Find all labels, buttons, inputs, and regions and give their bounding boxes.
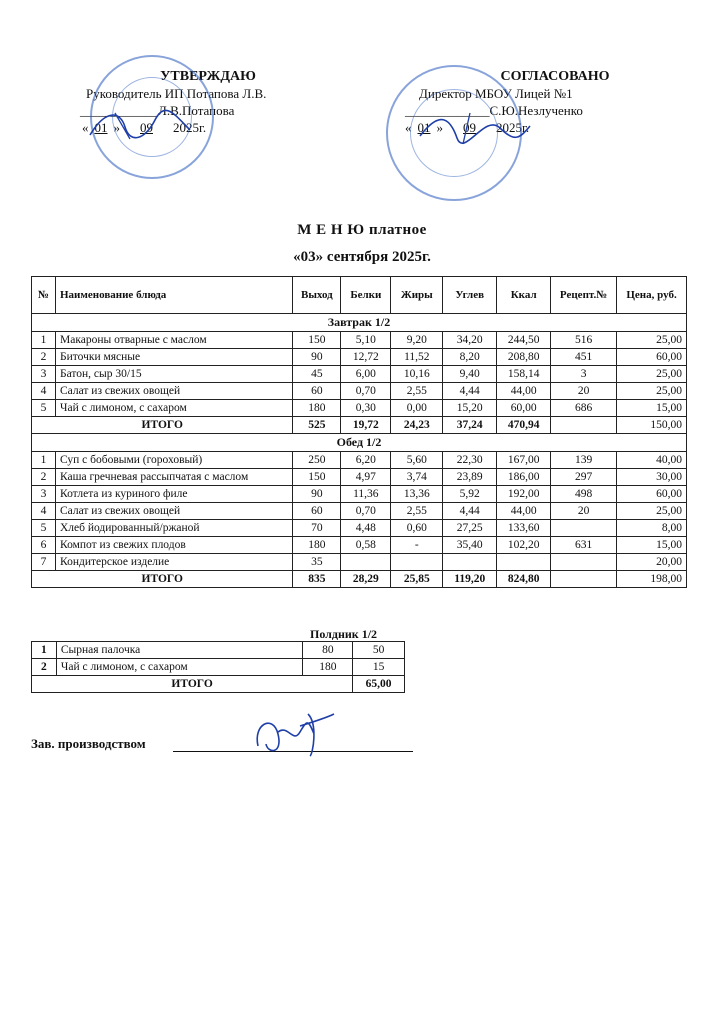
table-cell: Чай с лимоном, с сахаром (55, 400, 292, 417)
table-cell: 119,20 (443, 571, 497, 588)
table-cell: 22,30 (443, 452, 497, 469)
table-cell: Хлеб йодированный/ржаной (55, 520, 292, 537)
table-cell: 11,36 (341, 486, 391, 503)
table-cell: 28,29 (341, 571, 391, 588)
table-cell: 150 (293, 469, 341, 486)
table-cell: 180 (303, 659, 353, 676)
table-cell: 0,00 (391, 400, 443, 417)
table-cell: 4,44 (443, 383, 497, 400)
table-cell: 15,00 (617, 537, 687, 554)
table-cell: 25,00 (617, 503, 687, 520)
table-cell: 208,80 (497, 349, 551, 366)
table-cell: 158,14 (497, 366, 551, 383)
table-cell: 25,00 (617, 332, 687, 349)
table-cell: 498 (551, 486, 617, 503)
approval-title: УТВЕРЖДАЮ (160, 69, 256, 84)
snack-table (31, 641, 405, 693)
table-cell: 516 (551, 332, 617, 349)
table-cell: Салат из свежих овощей (55, 383, 292, 400)
table-cell: 2 (32, 659, 57, 676)
table-cell: 60 (293, 383, 341, 400)
agreer-signature-line: _____________С.Ю.Незлученко (405, 103, 583, 118)
table-row (32, 642, 405, 659)
table-row (32, 659, 405, 676)
table-cell: 9,20 (391, 332, 443, 349)
table-cell: Макароны отварные с маслом (55, 332, 292, 349)
table-cell: 102,20 (497, 537, 551, 554)
total-row (32, 676, 405, 693)
table-cell: 3,74 (391, 469, 443, 486)
table-cell: 20,00 (617, 554, 687, 571)
table-cell: 7 (32, 554, 56, 571)
section-row (32, 434, 687, 452)
header-cell: Выход (293, 277, 341, 314)
table-cell: ИТОГО (32, 417, 293, 434)
table-cell: 150 (293, 332, 341, 349)
table-cell: 8,00 (617, 520, 687, 537)
table-cell: 186,00 (497, 469, 551, 486)
table-row (32, 469, 687, 486)
table-cell: 824,80 (497, 571, 551, 588)
table-cell: 0,70 (341, 383, 391, 400)
table-row (32, 554, 687, 571)
table-cell: 167,00 (497, 452, 551, 469)
table-cell: 25,85 (391, 571, 443, 588)
table-cell: 133,60 (497, 520, 551, 537)
table-row (32, 520, 687, 537)
header-cell: Наименование блюда (55, 277, 292, 314)
table-cell: 27,25 (443, 520, 497, 537)
table-cell: 45 (293, 366, 341, 383)
table-cell: 4,48 (341, 520, 391, 537)
table-cell: 60,00 (617, 349, 687, 366)
table-row (32, 349, 687, 366)
table-row (32, 486, 687, 503)
table-cell: 835 (293, 571, 341, 588)
table-cell: ИТОГО (32, 676, 353, 693)
table-cell: 6,00 (341, 366, 391, 383)
footer-label: Зав. производством (31, 736, 146, 751)
table-row (32, 400, 687, 417)
table-cell (551, 554, 617, 571)
table-cell: Кондитерское изделие (55, 554, 292, 571)
table-cell: 244,50 (497, 332, 551, 349)
table-cell: 4,97 (341, 469, 391, 486)
table-cell: 30,00 (617, 469, 687, 486)
section-title: Обед 1/2 (32, 434, 687, 452)
table-cell: 90 (293, 349, 341, 366)
table-cell (341, 554, 391, 571)
table-cell: 20 (551, 383, 617, 400)
menu-date: «03» сентября 2025г. (293, 249, 431, 265)
table-cell: 631 (551, 537, 617, 554)
table-cell: 180 (293, 537, 341, 554)
table-cell: 15,00 (617, 400, 687, 417)
table-cell (551, 417, 617, 434)
section-title: Завтрак 1/2 (32, 314, 687, 332)
table-cell: 8,20 (443, 349, 497, 366)
table-cell: 0,30 (341, 400, 391, 417)
table-cell: Чай с лимоном, с сахаром (56, 659, 303, 676)
table-row (32, 383, 687, 400)
table-cell: 34,20 (443, 332, 497, 349)
table-cell: 90 (293, 486, 341, 503)
table-header (32, 277, 687, 314)
table-cell: 4 (32, 383, 56, 400)
table-cell: 3 (551, 366, 617, 383)
table-cell: 5,92 (443, 486, 497, 503)
table-cell: 13,36 (391, 486, 443, 503)
table-cell: 60,00 (497, 400, 551, 417)
table-row (32, 452, 687, 469)
table-cell: 0,58 (341, 537, 391, 554)
table-cell: 1 (32, 452, 56, 469)
menu-table (31, 276, 687, 588)
table-cell: 150,00 (617, 417, 687, 434)
table-cell: 25,00 (617, 366, 687, 383)
table-cell: 451 (551, 349, 617, 366)
table-cell: 250 (293, 452, 341, 469)
table-cell: 10,16 (391, 366, 443, 383)
table-cell: 20 (551, 503, 617, 520)
table-cell: 60 (293, 503, 341, 520)
table-cell: 25,00 (617, 383, 687, 400)
signature-right (415, 108, 535, 148)
table-cell (443, 554, 497, 571)
table-cell: Компот из свежих плодов (55, 537, 292, 554)
snack-section-title: Полдник 1/2 (310, 627, 378, 641)
table-cell: Биточки мясные (55, 349, 292, 366)
agreer-position: Директор МБОУ Лицей №1 (419, 86, 573, 101)
table-cell: 470,94 (497, 417, 551, 434)
agreer-name: С.Ю.Незлученко (489, 103, 583, 118)
signature-left (85, 105, 195, 145)
table-cell: Каша гречневая рассыпчатая с маслом (55, 469, 292, 486)
table-cell: 23,89 (443, 469, 497, 486)
table-cell: 9,40 (443, 366, 497, 383)
table-row (32, 537, 687, 554)
table-cell: Батон, сыр 30/15 (55, 366, 292, 383)
table-cell: 192,00 (497, 486, 551, 503)
table-cell: Салат из свежих овощей (55, 503, 292, 520)
approver-position: Руководитель ИП Потапова Л.В. (86, 86, 267, 101)
total-row (32, 571, 687, 588)
table-cell: ИТОГО (32, 571, 293, 588)
table-cell: 6,20 (341, 452, 391, 469)
table-cell: 1 (32, 642, 57, 659)
table-cell: 525 (293, 417, 341, 434)
table-cell (551, 520, 617, 537)
table-cell: 70 (293, 520, 341, 537)
table-cell: 35 (293, 554, 341, 571)
signature-footer (248, 704, 338, 760)
table-cell: 80 (303, 642, 353, 659)
approver-name: Л.В.Потапова (158, 103, 235, 118)
header-cell: Рецепт.№ (551, 277, 617, 314)
header-cell: Белки (341, 277, 391, 314)
table-cell: 2,55 (391, 503, 443, 520)
table-cell: 5,10 (341, 332, 391, 349)
agreement-title: СОГЛАСОВАНО (500, 69, 610, 84)
table-cell: 180 (293, 400, 341, 417)
table-cell: 12,72 (341, 349, 391, 366)
table-cell: 5,60 (391, 452, 443, 469)
snack-body (32, 642, 405, 693)
table-row (32, 332, 687, 349)
total-row (32, 417, 687, 434)
table-cell: 4,44 (443, 503, 497, 520)
table-cell: 2 (32, 469, 56, 486)
table-cell: 15,20 (443, 400, 497, 417)
table-cell (391, 554, 443, 571)
table-cell: 198,00 (617, 571, 687, 588)
table-cell (497, 554, 551, 571)
table-cell: 5 (32, 520, 56, 537)
table-row (32, 503, 687, 520)
table-cell: 686 (551, 400, 617, 417)
table-cell: 35,40 (443, 537, 497, 554)
agreement-date: « 01 » 09 2025г. (405, 120, 530, 135)
table-cell: 4 (32, 503, 56, 520)
table-cell: 0,60 (391, 520, 443, 537)
table-cell: 40,00 (617, 452, 687, 469)
menu-body (32, 314, 687, 588)
table-cell: Котлета из куриного филе (55, 486, 292, 503)
table-cell: 3 (32, 486, 56, 503)
table-cell: 50 (353, 642, 405, 659)
approval-date: « 01 » 09 2025г. (82, 120, 207, 135)
table-cell: 2 (32, 349, 56, 366)
header-cell: Цена, руб. (617, 277, 687, 314)
table-cell: 60,00 (617, 486, 687, 503)
table-cell: 44,00 (497, 383, 551, 400)
table-cell: 5 (32, 400, 56, 417)
header-cell: Углев (443, 277, 497, 314)
table-cell: 3 (32, 366, 56, 383)
menu-title: М Е Н Ю платное (297, 222, 427, 238)
table-cell: 139 (551, 452, 617, 469)
table-cell: 0,70 (341, 503, 391, 520)
header-cell: № (32, 277, 56, 314)
header-cell: Жиры (391, 277, 443, 314)
table-cell (551, 571, 617, 588)
approver-signature-line: ____________Л.В.Потапова (80, 103, 235, 118)
header-cell: Ккал (497, 277, 551, 314)
table-cell: 44,00 (497, 503, 551, 520)
table-cell: Суп с бобовыми (гороховый) (55, 452, 292, 469)
table-cell: - (391, 537, 443, 554)
table-cell: 15 (353, 659, 405, 676)
table-cell: 11,52 (391, 349, 443, 366)
table-cell: Сырная палочка (56, 642, 303, 659)
table-cell: 37,24 (443, 417, 497, 434)
table-cell: 6 (32, 537, 56, 554)
section-row (32, 314, 687, 332)
table-cell: 297 (551, 469, 617, 486)
table-row (32, 366, 687, 383)
table-cell: 65,00 (353, 676, 405, 693)
table-cell: 24,23 (391, 417, 443, 434)
table-cell: 1 (32, 332, 56, 349)
table-cell: 2,55 (391, 383, 443, 400)
table-cell: 19,72 (341, 417, 391, 434)
